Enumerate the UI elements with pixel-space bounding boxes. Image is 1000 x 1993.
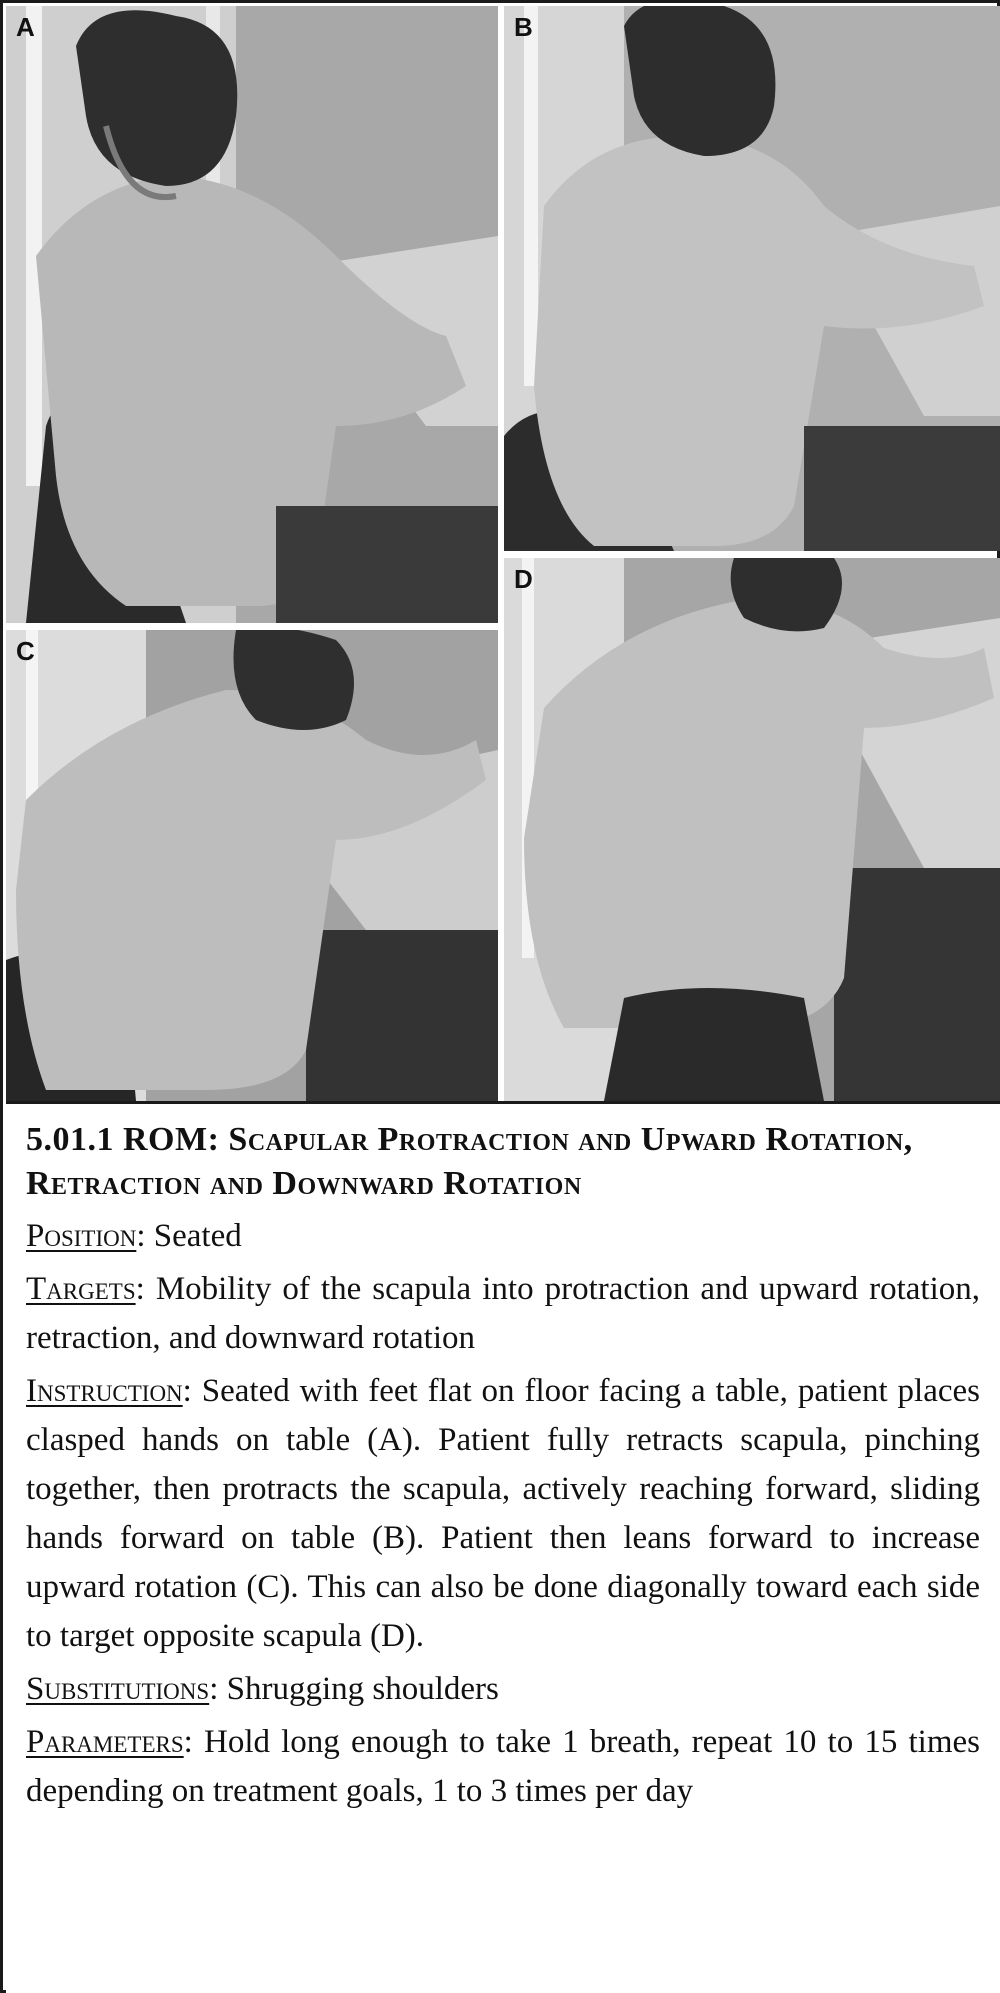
- photo-panel-d: [504, 558, 1000, 1101]
- panel-label-c: C: [16, 636, 35, 666]
- instruction-value: Seated with feet flat on floor facing a table, patient places clasped hands on table (A). Patient fully retracts scapula, pinching together, then protracts the scapula, actively reaching forward, sliding hands forward on table (B). Patient then leans forward to increase upward rotation (C). This can also be done diagonally toward each side to target opposite scapula (D).: [26, 1373, 981, 1654]
- photo-d-image: [504, 558, 1000, 1101]
- substitutions-value: Shrugging shoulders: [226, 1671, 499, 1707]
- photo-panel-c: [6, 630, 498, 1101]
- instruction-label: Instruction: [26, 1373, 183, 1409]
- photo-panel-b: [504, 6, 1000, 551]
- parameters-value: Hold long enough to take 1 breath, repeat 10 to 15 times depending on treatment goals, 1 to 3 times per day: [26, 1724, 980, 1809]
- exercise-description: [6, 1101, 1000, 1993]
- photo-a-image: [6, 6, 498, 623]
- panel-label-b: B: [514, 12, 533, 42]
- parameters-row: Parameters: Hold long enough to take 1 breath, repeat 10 to 15 times depending on treatment goals, 1 to 3 times per day: [26, 1724, 980, 1809]
- panel-label-a: A: [16, 12, 35, 42]
- targets-row: Targets: Mobility of the scapula into protraction and upward rotation, retraction, and downward rotation: [26, 1271, 980, 1356]
- position-row: Position: Seated: [26, 1218, 242, 1254]
- targets-label: Targets: [26, 1271, 136, 1307]
- photo-panel-a: [6, 6, 498, 623]
- position-value: Seated: [153, 1218, 242, 1254]
- exercise-title: 5.01.1 ROM: Scapular Protraction and Upward Rotation, Retraction and Downward Rotation: [26, 1121, 913, 1202]
- parameters-label: Parameters: [26, 1724, 184, 1760]
- substitutions-row: Substitutions: Shrugging shoulders: [26, 1671, 499, 1707]
- photo-c-image: [6, 630, 498, 1101]
- substitutions-label: Substitutions: [26, 1671, 210, 1707]
- instruction-row: Instruction: Seated with feet flat on floor facing a table, patient places clasped hands on table (A). Patient fully retracts scapula, pinching together, then protracts the scapula, actively reaching forward, sliding hands forward on table (B). Patient then leans forward to increase upward rotation (C). This can also be done diagonally toward each side to target opposite scapula (D).: [26, 1373, 981, 1654]
- position-label: Position: [26, 1218, 137, 1254]
- targets-value: Mobility of the scapula into protraction and upward rotation, retraction, and downward rotation: [26, 1271, 980, 1356]
- panel-label-d: D: [514, 564, 533, 594]
- photo-b-image: [504, 6, 1000, 551]
